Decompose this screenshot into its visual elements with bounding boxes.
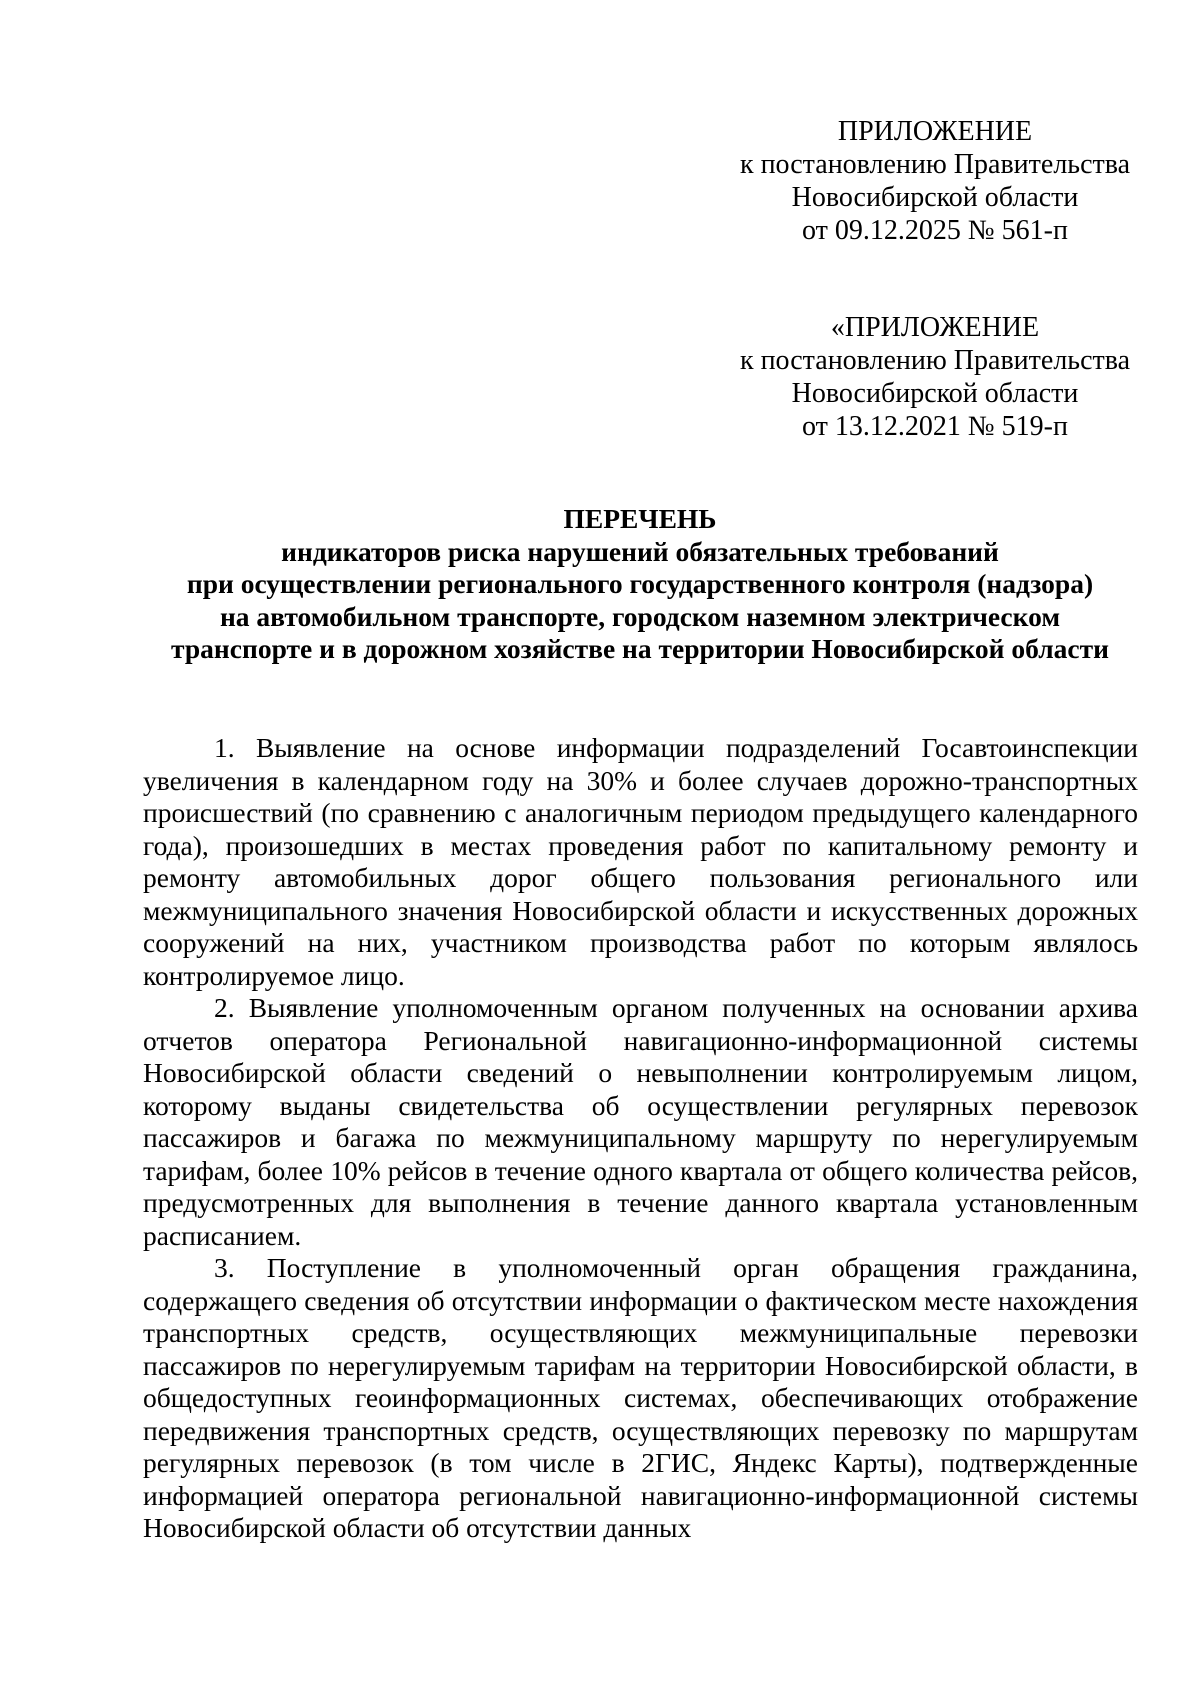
approval-title: ПРИЛОЖЕНИЕ <box>837 116 1033 147</box>
title-line: транспорте и в дорожном хозяйстве на территории Новосибирской области <box>171 633 1109 664</box>
paragraph-item-2: 2. Выявление уполномоченным органом полученных на основании архива отчетов оператора Региональной навигационно-информационной системы Новосибирской области сведений о невыполнении контролируемым лицом, которому выданы свидетельства об осуществлении регулярных перевозок пассажиров и багажа по межмуниципальному маршруту по нерегулируемым тарифам, более 10% рейсов в течение одного квартала от общего количества рейсов, предусмотренных для выполнения в течение данного квартала установленным расписанием. <box>143 992 1138 1251</box>
paragraph-item-1: 1. Выявление на основе информации подразделений Госавтоинспекции увеличения в календарном году на 30% и более случаев дорожно-транспортных происшествий (по сравнению с аналогичным периодом предыдущего календарного года), произошедших в местах проведения работ по капитальному ремонту и ремонту автомобильных дорог общего пользования регионального или межмуниципального значения Новосибирской области и искусственных дорожных сооружений на них, участником производства работ по которым являлось контролируемое лицо. <box>143 732 1138 991</box>
document-body <box>143 732 1138 1545</box>
title-heading: ПЕРЕЧЕНЬ <box>563 503 717 534</box>
title-line: индикаторов риска нарушений обязательных требований <box>281 535 999 567</box>
approval-stamp-current <box>735 115 1135 247</box>
title-line: на автомобильном транспорте, городском наземном электрическом <box>219 600 1061 632</box>
approval-reference: к постановлению Правительства <box>739 149 1131 180</box>
document-title <box>140 503 1140 666</box>
approval-date-number: от 13.12.2021 № 519-п <box>802 411 1068 442</box>
approval-title: «ПРИЛОЖЕНИЕ <box>830 312 1040 343</box>
approval-region: Новосибирской области <box>791 182 1079 213</box>
approval-reference: к постановлению Правительства <box>739 345 1131 376</box>
paragraph-item-3: 3. Поступление в уполномоченный орган обращения гражданина, содержащего сведения об отсутствии информации о фактическом месте нахождения транспортных средств, осуществляющих межмуниципальные перевозки пассажиров по нерегулируемым тарифам на территории Новосибирской области, в общедоступных геоинформационных системах, обеспечивающих отображение передвижения транспортных средств, осуществляющих перевозку по маршрутам регулярных перевозок (в том числе в 2ГИС, Яндекс Карты), подтвержденные информацией оператора региональной навигационно-информационной системы Новосибирской области об отсутствии данных <box>143 1252 1138 1543</box>
approval-date-number: от 09.12.2025 № 561-п <box>802 215 1068 246</box>
title-line: при осуществлении регионального государственного контроля (надзора) <box>186 568 1094 599</box>
approval-region: Новосибирской области <box>791 378 1079 409</box>
approval-stamp-previous <box>735 311 1135 443</box>
